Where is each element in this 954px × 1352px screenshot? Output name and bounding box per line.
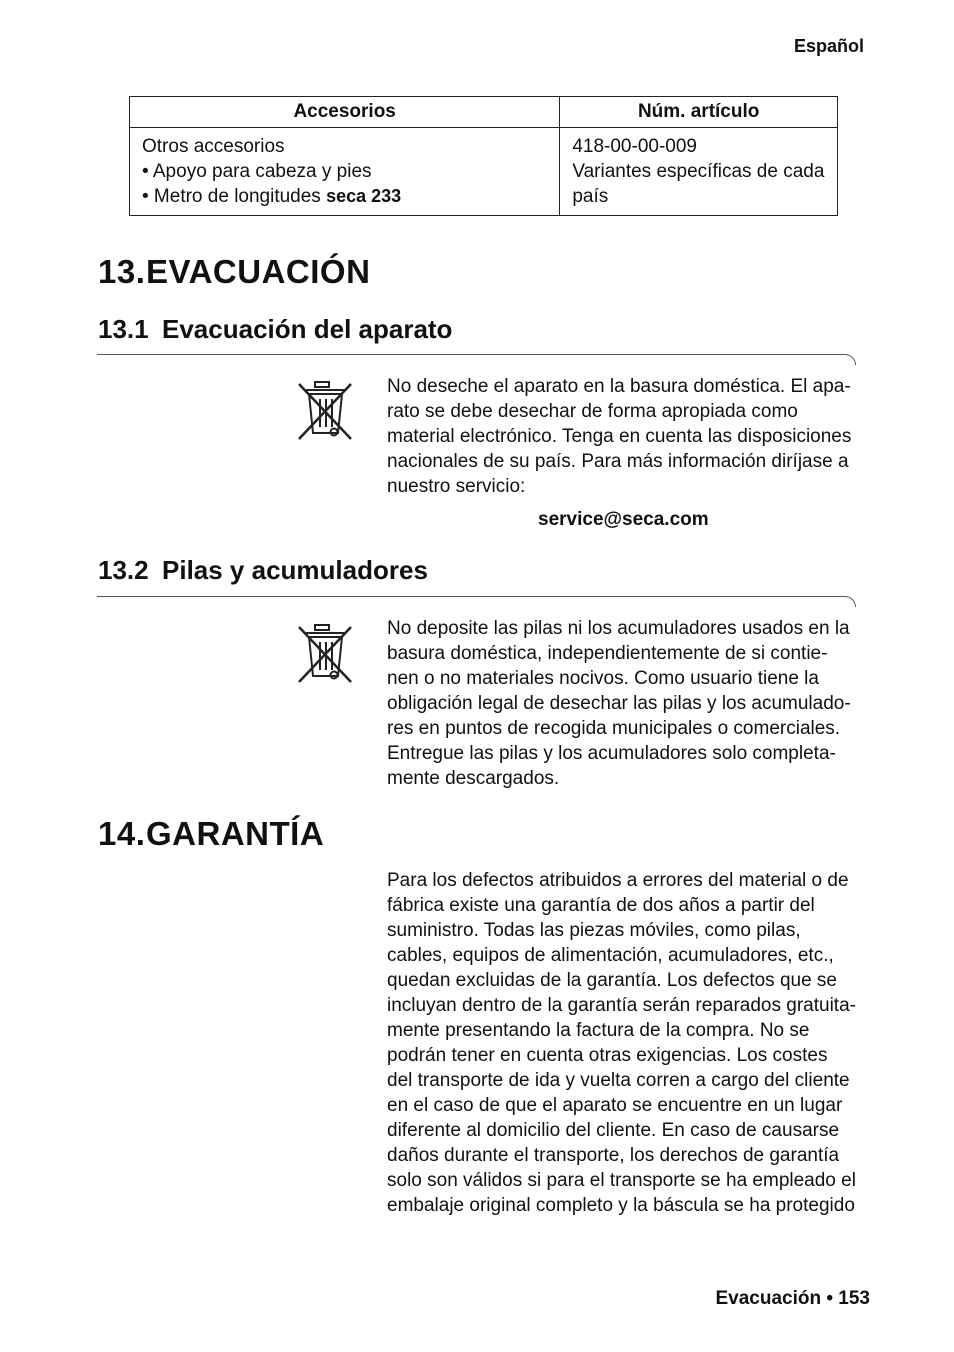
text-line: suministro. Todas las piezas móviles, como pilas, [387,920,801,941]
text-line: en el caso de que el aparato se encuentre en un lugar [387,1095,843,1116]
article-number: 418-00-00-009 [572,136,697,157]
text-line: obligación legal de desechar las pilas y los acumulado- [387,693,851,714]
section-divider [97,354,856,365]
subsection-number: 13.1 [98,314,149,344]
table-cell-article-number [560,128,838,216]
table-row [130,128,838,216]
table-header-accessories: Accesorios [130,97,560,128]
text-line: nacionales de su país. Para más información diríjase a [387,451,849,472]
text-line: basura doméstica, independientemente de si contie- [387,643,828,664]
text-line: podrán tener en cuenta otras exigencias. Los costes [387,1045,828,1066]
table-header-row [130,97,838,128]
accessory-item-text: • Metro de longitudes [142,186,327,207]
section-divider [97,596,856,607]
batteries-text [387,616,872,791]
text-line: cables, equipos de alimentación, acumuladores, etc., [387,945,834,966]
subsection-title: Evacuación del aparato [162,314,453,344]
text-line: daños durante el transporte, los derechos de garantía [387,1145,840,1166]
subsection-title: Pilas y acumuladores [162,555,428,585]
text-line: nen o no materiales nocivos. Como usuario tiene la [387,668,819,689]
page-footer: Evacuación • 153 [715,1288,870,1309]
warranty-text [387,868,872,1218]
crossed-out-wheelie-bin-icon [296,379,354,441]
text-line: diferente al domicilio del cliente. En caso de causarse [387,1120,840,1141]
table-header-article-number: Núm. artículo [560,97,838,128]
section-13-heading [98,253,370,291]
accessory-item: • Apoyo para cabeza y pies [142,161,372,182]
accessories-table [129,96,838,216]
text-line: res en puntos de recogida municipales o comerciales. [387,718,841,739]
accessory-item [142,184,555,209]
crossed-out-wheelie-bin-icon [296,622,354,684]
text-line: Para los defectos atribuidos a errores del material o de [387,870,849,891]
section-title: GARANTÍA [146,815,325,852]
section-number: 13. [98,253,146,290]
text-line: material electrónico. Tenga en cuenta las disposiciones [387,426,852,447]
text-line: No deseche el aparato en la basura doméstica. El apa- [387,376,851,397]
language-label: Español [793,36,864,56]
service-email: service@seca.com [538,509,709,530]
text-line: rato se debe desechar de forma apropiada como [387,401,798,422]
text-line: nuestro servicio: [387,476,526,497]
subsection-13-1-heading [98,314,452,345]
text-line: Entregue las pilas y los acumuladores solo completa- [387,743,836,764]
article-note: país [572,186,609,207]
text-line: del transporte de ida y vuelta corren a cargo del cliente [387,1070,850,1091]
subsection-number: 13.2 [98,555,149,585]
text-line: fábrica existe una garantía de dos años a partir del [387,895,815,916]
section-number: 14. [98,815,146,852]
article-note: Variantes específicas de cada [572,161,825,182]
text-line: embalaje original completo y la báscula se ha protegido [387,1195,855,1216]
section-14-heading [98,815,324,853]
text-line: solo son válidos si para el transporte se ha empleado el [387,1170,856,1191]
text-line: No deposite las pilas ni los acumuladores usados en la [387,618,850,639]
disposal-text [387,374,872,499]
subsection-13-2-heading [98,555,428,586]
text-line: incluyan dentro de la garantía serán reparados gratuita- [387,995,856,1016]
section-title: EVACUACIÓN [146,253,371,290]
text-line: quedan excluidas de la garantía. Los defectos que se [387,970,837,991]
text-line: mente descargados. [387,768,560,789]
table-cell-accessories [130,128,560,216]
text-line: mente presentando la factura de la compra. No se [387,1020,810,1041]
accessories-title: Otros accesorios [142,136,285,157]
product-name: seca 233 [326,186,402,206]
